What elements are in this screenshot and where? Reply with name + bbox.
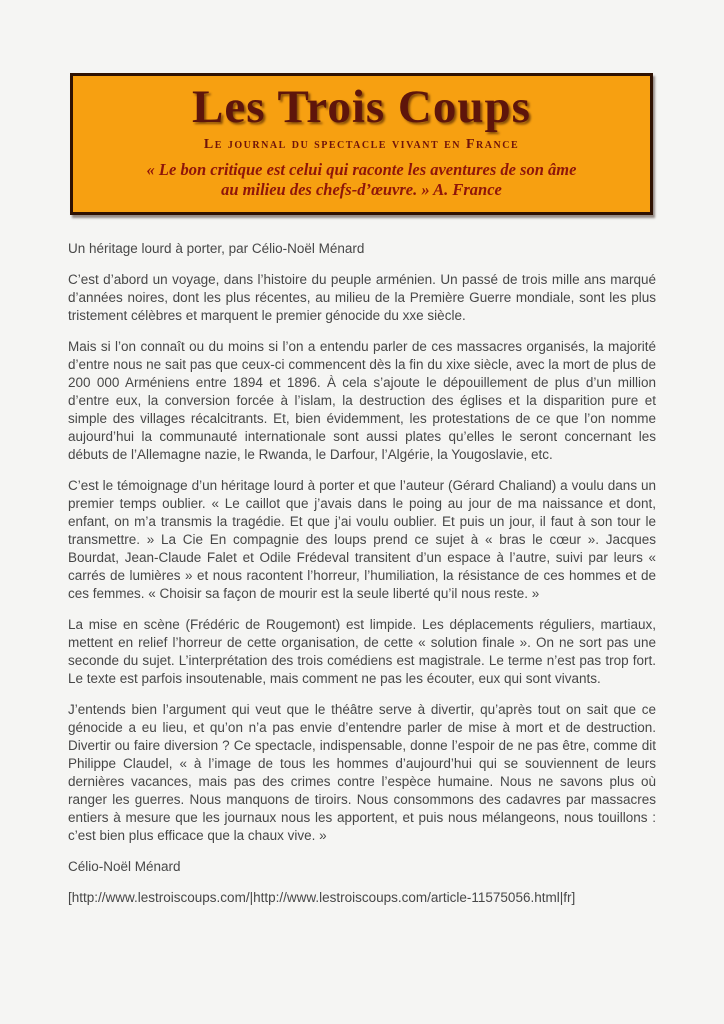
article-signature: Célio-Noël Ménard [68, 859, 181, 874]
article-paragraph: C’est d’abord un voyage, dans l’histoire du peuple arménien. Un passé de trois mille ans marqué d’années noires, dont les plus récentes, au milieu de la Première Guerre mondiale, sont les plus tristement célèbres et marquent le premier génocide du xxe siècle. [68, 272, 656, 323]
journal-subtitle: Le journal du spectacle vivant en France [203, 137, 520, 152]
article-paragraph: J’entends bien l’argument qui veut que le théâtre serve à divertir, qu’après tout on sait que ce génocide a eu lieu, et qu’on n’a pas envie d’entendre parler de mise à mort et de destruction. Divertir ou faire diversion ? Ce spectacle, indispensable, donne l’espoir de ne pas être, comme dit Philippe Claudel, « à l’image de tous les hommes d’aujourd’hui qui se souviennent de leurs dernières vacances, mais pas des crimes contre l’espèce humaine. Nous ne savons plus où ranger les guerres. Nous manquons de tiroirs. Nous consommons des cadavres par massacres entiers à mesure que les journaux nous les apportent, et puis nous mélangeons, nous touillons : c’est bien plus efficace que la chaux vive. » [68, 702, 656, 843]
article-byline: Un héritage lourd à porter, par Célio-Noël Ménard [68, 241, 365, 256]
article-paragraph: Mais si l’on connaît ou du moins si l’on a entendu parler de ces massacres organisés, la majorité d’entre nous ne sait pas que ceux-ci commencent dès la fin du xixe siècle, avec la mort de plus de 200 000 Arméniens entre 1894 et 1896. À cela s’ajoute le dépouillement de plus d’un million d’entre eux, la conversion forcée à l’islam, la destruction des églises et la disparition pure et simple des villages récalcitrants. Et, bien évidemment, les protestations de ce que l’on nomme aujourd’hui la communauté internationale sont aussi plates qu’elles le seront concernant les débuts de l’Allemagne nazie, le Rwanda, le Darfour, l’Algérie, la Yougoslavie, etc. [68, 339, 656, 462]
journal-motto [73, 160, 650, 199]
journal-banner [70, 73, 653, 215]
motto-line-2: au milieu des chefs-d’œuvre. » A. France [221, 179, 502, 199]
article-body [68, 240, 656, 920]
article-paragraph: La mise en scène (Frédéric de Rougemont) est limpide. Les déplacements réguliers, martiaux, mettent en relief l’horreur de cette organisation, de cette « solution finale ». On ne sort pas une seconde du sujet. L’interprétation des trois comédiens est magistrale. Le terme n’est pas trop fort. Le texte est parfois insoutenable, mais comment ne pas les écouter, eux qui sont vivants. [68, 617, 656, 686]
article-paragraph: C’est le témoignage d’un héritage lourd à porter et que l’auteur (Gérard Chaliand) a voulu dans un premier temps oublier. « Le caillot que j’avais dans le poing au jour de ma naissance et dont, enfant, on m’a transmis la tragédie. Et que j’ai voulu oublier. Et puis un jour, il faut à son tour le transmettre. » La Cie En compagnie des loups prend ce sujet à « bras le cœur ». Jacques Bourdat, Jean-Claude Falet et Odile Frédeval transitent d’un espace à l’autre, suivi par leurs « carrés de lumières » et nous racontent l’horreur, l’humiliation, la résistance de ces hommes et de ces femmes. « Choisir sa façon de mourir est la seule liberté qu’il nous reste. » [68, 478, 656, 601]
motto-line-1: « Le bon critique est celui qui raconte les aventures de son âme [146, 160, 577, 179]
article-source-link: [http://www.lestroiscoups.com/|http://www.lestroiscoups.com/article-11575056.html|fr] [68, 890, 576, 905]
journal-title: Les Trois Coups [192, 81, 531, 133]
